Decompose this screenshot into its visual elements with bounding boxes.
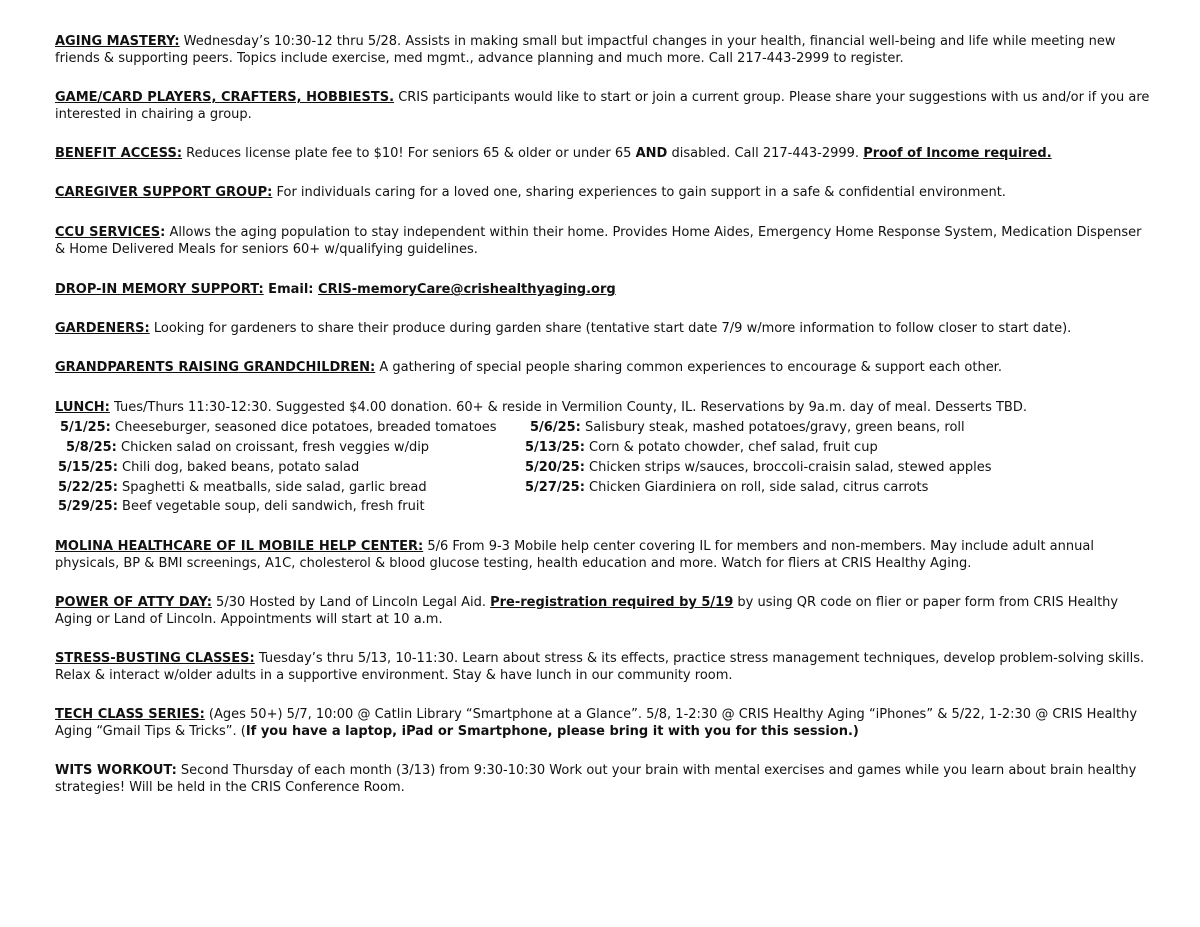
entry-heading: TECH CLASS SERIES:: [55, 707, 205, 722]
menu-meal: Salisbury steak, mashed potatoes/gravy, green beans, roll: [580, 420, 965, 435]
entry-heading: LUNCH:: [55, 400, 110, 415]
menu-date: 5/1/25:: [60, 420, 111, 435]
entry-text: Tuesday’s thru 5/13, 10-11:30. Learn about stress & its effects, practice stress management techniques, develop problem-solving skills. Relax & interact w/older adults in a supportive environment. Stay & have lunch in our community room.: [55, 651, 1145, 683]
menu-item: [525, 459, 992, 476]
entry-heading: BENEFIT ACCESS:: [55, 146, 183, 161]
entry-heading: CCU SERVICES: [55, 225, 161, 240]
menu-item: [66, 439, 429, 456]
entry-heading: GAME/CARD PLAYERS, CRAFTERS, HOBBIESTS.: [55, 90, 395, 105]
entry-heading-colon: :: [160, 225, 166, 240]
menu-date: 5/22/25:: [58, 480, 118, 495]
menu-date: 5/8/25:: [66, 440, 117, 455]
entry-text: (Ages 50+) 5/7, 10:00 @ Catlin Library “Smartphone at a Glance”. 5/8, 1-2:30 @ CRIS Healthy Aging “iPhones” & 5/22, 1-2:30 @ CRIS Healthy Aging “Gmail Tips & Tricks”. (: [55, 707, 1138, 739]
email-link[interactable]: CRIS-memoryCare@crishealthyaging.org: [318, 282, 616, 297]
entry-text: 5/6 From 9-3 Mobile help center covering IL for members and non-members. May include adult annual physicals, BP & BMI screenings, A1C, cholesterol & blood glucose testing, health education and more. Watch for fliers at CRIS Healthy Aging.: [55, 539, 1094, 571]
menu-item: [58, 479, 427, 496]
entry-text: Tues/Thurs 11:30-12:30. Suggested $4.00 donation. 60+ & reside in Vermilion County, IL. Reservations by 9a.m. day of meal. Desserts TBD.: [109, 400, 1027, 415]
menu-meal: Spaghetti & meatballs, side salad, garlic bread: [117, 480, 427, 495]
entry-power-of-atty: [55, 594, 1150, 628]
entry-emphasis-underlined: Proof of Income required.: [863, 146, 1052, 161]
entry-emphasis: AND: [635, 146, 668, 161]
menu-item: [58, 498, 425, 515]
menu-date: 5/29/25:: [58, 499, 118, 514]
entry-wits-workout: [55, 762, 1150, 796]
entry-ccu-services: [55, 224, 1150, 258]
entry-text: CRIS participants would like to start or join a current group. Please share your suggestions with us and/or if you are interested in chairing a group.: [55, 90, 1150, 122]
menu-date: 5/6/25:: [530, 420, 581, 435]
entry-text: Second Thursday of each month (3/13) from 9:30-10:30 Work out your brain with mental exercises and games while you learn about brain healthy strategies! Will be held in the CRIS Conference Room.: [55, 763, 1137, 795]
entry-molina-healthcare: [55, 538, 1150, 572]
entry-text: disabled. Call 217-443-2999.: [667, 146, 864, 161]
entry-stress-busting: [55, 650, 1150, 684]
menu-date: 5/13/25:: [525, 440, 585, 455]
menu-meal: Chicken salad on croissant, fresh veggies w/dip: [116, 440, 430, 455]
menu-date: 5/15/25:: [58, 460, 118, 475]
entry-aging-mastery: [55, 33, 1150, 67]
entry-heading: GARDENERS:: [55, 321, 150, 336]
entry-heading: GRANDPARENTS RAISING GRANDCHILDREN:: [55, 360, 376, 375]
entry-text: Wednesday’s 10:30-12 thru 5/28. Assists in making small but impactful changes in your health, financial well-being and life while meeting new friends & supporting peers. Topics include exercise, med mgmt., advance planning and much more. Call 217-443-2999 to register.: [55, 34, 1116, 66]
menu-date: 5/20/25:: [525, 460, 585, 475]
entry-heading: STRESS-BUSTING CLASSES:: [55, 651, 255, 666]
entry-emphasis: If you have a laptop, iPad or Smartphone, please bring it with you for this session.): [245, 724, 859, 739]
entry-text: A gathering of special people sharing common experiences to encourage & support each other.: [375, 360, 1002, 375]
entry-grandparents: [55, 359, 1150, 376]
menu-meal: Corn & potato chowder, chef salad, fruit cup: [584, 440, 878, 455]
menu-meal: Chili dog, baked beans, potato salad: [117, 460, 360, 475]
entry-text: Looking for gardeners to share their produce during garden share (tentative start date 7/9 w/more information to follow closer to start date).: [149, 321, 1072, 336]
menu-item: [525, 479, 928, 496]
email-label: Email:: [263, 282, 319, 297]
entry-drop-in-memory: [55, 281, 1150, 298]
entry-game-card-players: [55, 89, 1150, 123]
entry-heading: MOLINA HEALTHCARE OF IL MOBILE HELP CENTER:: [55, 539, 424, 554]
entry-heading: AGING MASTERY:: [55, 34, 180, 49]
menu-date: 5/27/25:: [525, 480, 585, 495]
entry-emphasis-underlined: Pre-registration required by 5/19: [490, 595, 734, 610]
menu-item: [525, 439, 878, 456]
menu-item: [58, 459, 359, 476]
entry-caregiver-support: [55, 184, 1150, 201]
menu-meal: Chicken strips w/sauces, broccoli-craisin salad, stewed apples: [584, 460, 992, 475]
menu-meal: Chicken Giardiniera on roll, side salad, citrus carrots: [584, 480, 929, 495]
menu-item: [530, 419, 965, 436]
entry-text: Reduces license plate fee to $10! For seniors 65 & older or under 65: [182, 146, 636, 161]
entry-text: Allows the aging population to stay independent within their home. Provides Home Aides, Emergency Home Response System, Medication Dispenser & Home Delivered Meals for seniors 60+ w/qualifying guidelines.: [55, 225, 1142, 257]
entry-tech-class: [55, 706, 1150, 740]
menu-item: [60, 419, 497, 436]
entry-text: 5/30 Hosted by Land of Lincoln Legal Aid.: [211, 595, 491, 610]
entry-heading: CAREGIVER SUPPORT GROUP:: [55, 185, 273, 200]
entry-heading: DROP-IN MEMORY SUPPORT:: [55, 282, 264, 297]
entry-heading: WITS WORKOUT:: [55, 763, 177, 778]
entry-text: by using QR code on flier or paper form from CRIS Healthy Aging or Land of Lincoln. Appointments will start at 10 a.m.: [55, 595, 1119, 627]
entry-heading: POWER OF ATTY DAY:: [55, 595, 212, 610]
menu-meal: Beef vegetable soup, deli sandwich, fresh fruit: [117, 499, 425, 514]
entry-gardeners: [55, 320, 1150, 337]
entry-benefit-access: [55, 145, 1150, 162]
menu-meal: Cheeseburger, seasoned dice potatoes, breaded tomatoes: [110, 420, 497, 435]
entry-text: For individuals caring for a loved one, sharing experiences to gain support in a safe & confidential environment.: [272, 185, 1006, 200]
entry-lunch: [55, 399, 1150, 416]
